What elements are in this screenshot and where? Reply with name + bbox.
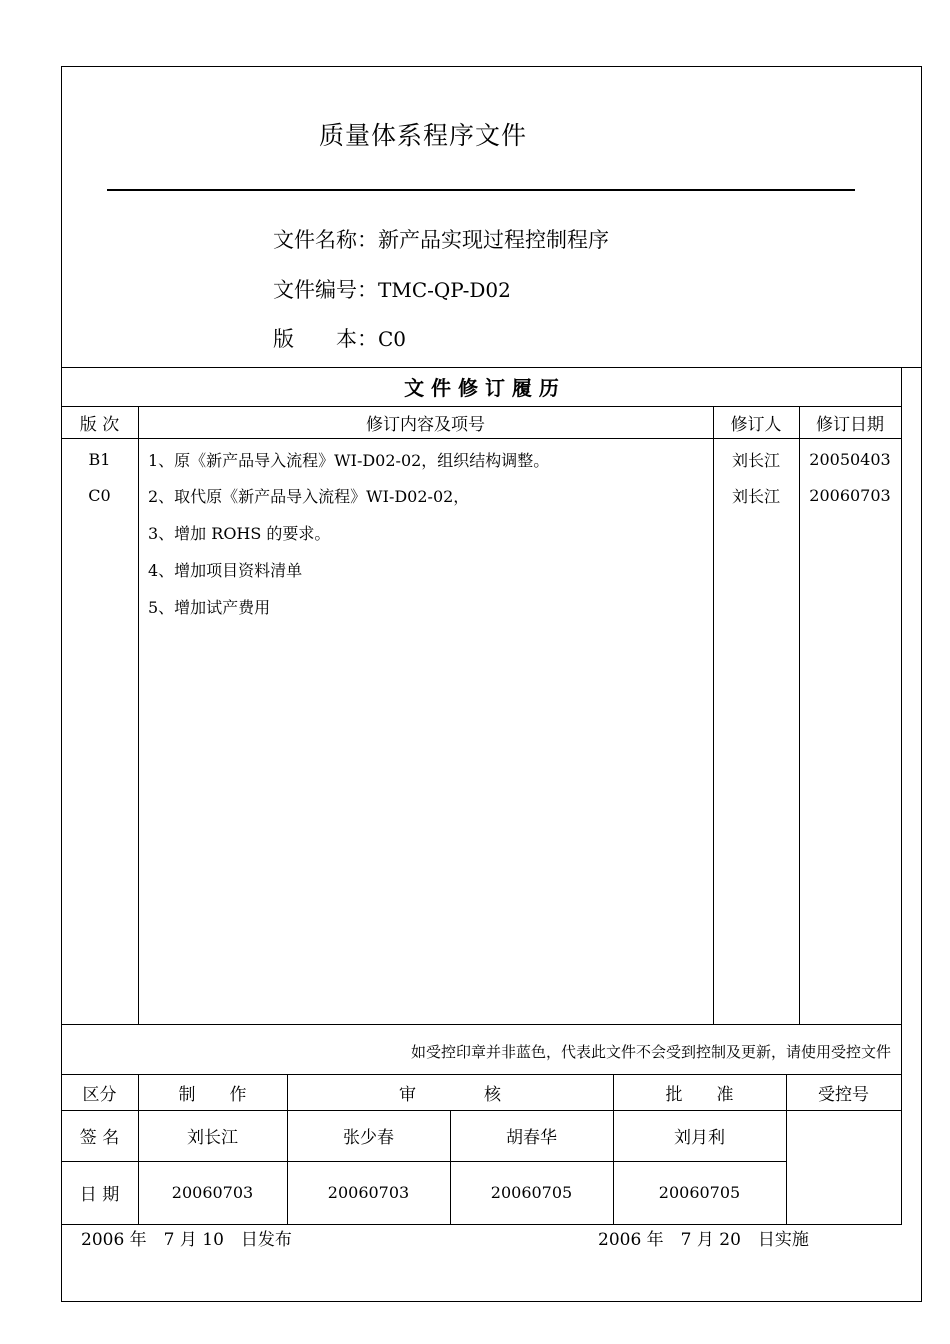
document-title: 质量体系程序文件 (319, 121, 528, 150)
revision-content-line: 4、增加项目资料清单 (148, 561, 303, 580)
reviewer-date: 20060703 (327, 1183, 410, 1202)
table-right-line (901, 367, 902, 1225)
file-number-label: 文件编号： (273, 278, 378, 302)
version-value: C0 (378, 327, 407, 351)
col-header-content: 修订内容及项号 (366, 414, 485, 435)
version-label: 版 本： (273, 327, 378, 351)
header-approve: 批 准 (665, 1084, 734, 1105)
file-number-row (273, 274, 511, 304)
col-header-version: 版 次 (79, 414, 120, 435)
reviewer-date: 20060705 (490, 1183, 573, 1202)
header-review: 审 核 (399, 1084, 501, 1105)
effective-date: 2006 年 7 月 20 日实施 (598, 1230, 809, 1250)
issue-date: 2006 年 7 月 10 日发布 (81, 1230, 292, 1250)
revision-content-line: 3、增加 ROHS 的要求。 (148, 524, 331, 543)
maker-signature: 刘长江 (187, 1128, 238, 1148)
approver-signature: 刘月利 (674, 1128, 725, 1148)
revision-reviser: 刘长江 (731, 450, 780, 470)
history-bottom-line (61, 1024, 902, 1025)
title-divider (107, 189, 855, 191)
sign-label: 签 名 (79, 1128, 120, 1148)
col-divider-1 (138, 406, 139, 1024)
revision-date: 20060703 (809, 485, 891, 505)
revision-history-heading: 文 件 修 订 履 历 (404, 376, 559, 400)
file-name-row (273, 224, 609, 254)
file-name-label: 文件名称： (273, 228, 378, 252)
columns-bottom-line (61, 438, 902, 439)
file-name-value: 新产品实现过程控制程序 (378, 228, 609, 252)
control-notice: 如受控印章并非蓝色，代表此文件不会受到控制及更新，请使用受控文件 (410, 1043, 891, 1061)
header-control-no: 受控号 (818, 1084, 869, 1105)
header-section: 区分 (82, 1084, 117, 1105)
file-number-value: TMC-QP-D02 (378, 278, 511, 302)
revision-reviser: 刘长江 (731, 486, 780, 506)
version-row (273, 323, 406, 353)
col-header-reviser: 修订人 (730, 414, 782, 435)
revision-content-line: 1、原《新产品导入流程》WI-D02-02，组织结构调整。 (148, 451, 550, 470)
revision-version: B1 (88, 449, 111, 469)
revision-content-line: 5、增加试产费用 (148, 598, 271, 617)
revision-date: 20050403 (809, 449, 891, 469)
reviewer-signature: 张少春 (343, 1128, 394, 1148)
col-header-date: 修订日期 (816, 414, 884, 435)
header-made: 制 作 (178, 1084, 247, 1105)
revision-version: C0 (88, 485, 111, 505)
revision-content-line: 2、取代原《新产品导入流程》WI-D02-02， (148, 487, 470, 506)
maker-date: 20060703 (171, 1183, 254, 1202)
approver-date: 20060705 (658, 1183, 741, 1202)
reviewer-signature: 胡春华 (506, 1128, 557, 1148)
date-label: 日 期 (79, 1185, 120, 1205)
